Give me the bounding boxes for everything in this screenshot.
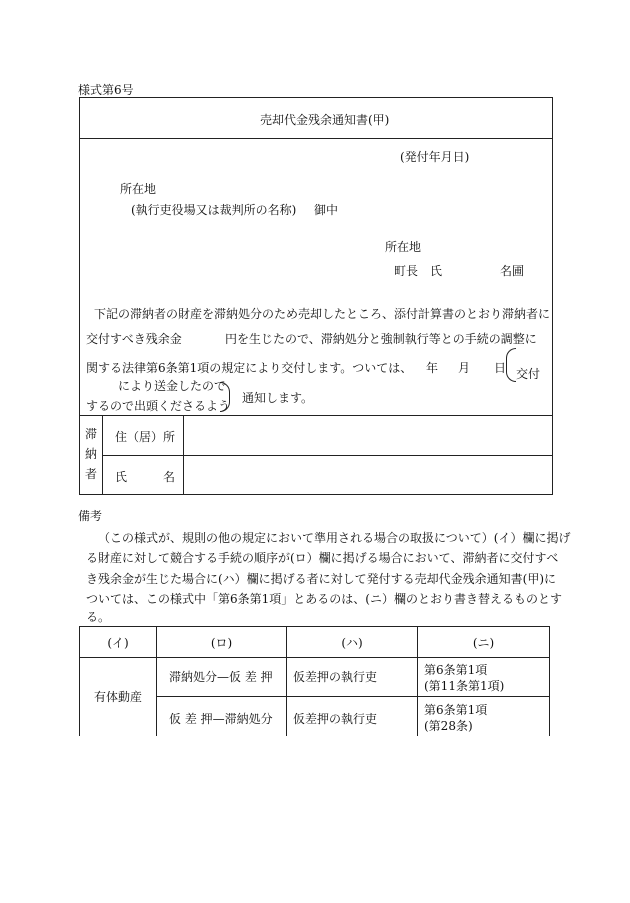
row-2-recipient: 仮差押の執行吏 (293, 712, 378, 726)
date-month: 月 (458, 361, 471, 375)
option-left-bracket (506, 348, 516, 382)
title-divider (79, 138, 553, 139)
addressee-honorific: 御中 (314, 203, 339, 217)
option-appear: するので出頭くださるよう (86, 399, 231, 413)
header-i: (イ) (107, 636, 129, 650)
delinquent-field-divider (183, 415, 184, 495)
row-2-replace-1: 第6条第1項 (424, 703, 488, 717)
body-line-2a: 交付すべき残余金 (86, 332, 182, 346)
address-label: 住（居）所 (115, 430, 176, 444)
option-deliver: 交付 (516, 367, 541, 381)
body-line-3a: 関する法律第6条第1項の規定により交付します。ついては、 (86, 361, 413, 375)
date-day: 日 (494, 361, 507, 375)
remarks-line-4: ついては、この様式中「第6条第1項」とあるのは、(ニ）欄のとおり書き替えるものとす (86, 592, 562, 606)
form-title: 売却代金残余通知書(甲) (260, 113, 390, 127)
sender-seal: 名圃 (500, 264, 525, 278)
closing-text: 通知します。 (242, 391, 314, 405)
name-label: 氏 名 (115, 470, 176, 484)
delinquent-divider (79, 415, 553, 416)
delinquent-label: 滞納者 (84, 427, 97, 481)
sender-name-suffix: 氏 (430, 264, 443, 278)
addressee-name: (執行吏役場又は裁判所の名称) (131, 203, 297, 217)
header-ha: (ハ) (341, 636, 363, 650)
remarks-heading: 備考 (78, 509, 103, 523)
remarks-line-5: る。 (86, 610, 111, 624)
row-1-replace-2: (第11条第1項) (424, 679, 505, 693)
row-1-replace-1: 第6条第1項 (424, 663, 488, 677)
body-line-1: 下記の滞納者の財産を滞納処分のため売却したところ、添付計算書のとおり滞納者に (94, 307, 551, 321)
row-1-recipient: 仮差押の執行吏 (293, 670, 378, 684)
delinquent-row-divider (102, 455, 553, 456)
row-2-replace-2: (第28条) (424, 719, 473, 733)
sender-title: 町長 (394, 264, 419, 278)
addressee-location: 所在地 (120, 182, 157, 196)
body-line-2b: 円を生じたので、滞納処分と強制執行等との手続の調整に (225, 332, 537, 346)
sender-location: 所在地 (385, 240, 422, 254)
remarks-line-2: る財産に対して競合する手続の順序が(ロ）欄に掲げる場合において、滞納者に交付すべ (86, 551, 559, 565)
remarks-line-3: き残余金が生じた場合に(ハ）欄に掲げる者に対して発付する売却代金残余通知書(甲)に (86, 572, 557, 586)
row-1-order: 滞納処分—仮 差 押 (169, 670, 273, 684)
header-ni: (ニ) (472, 636, 495, 650)
form-number: 様式第6号 (78, 83, 134, 97)
group-label: 有体動産 (93, 690, 142, 704)
delinquent-label-divider (102, 415, 103, 495)
issue-date: (発付年月日) (400, 150, 470, 164)
date-year: 年 (426, 361, 439, 375)
option-remit: により送金したので (118, 379, 227, 393)
header-ro: (ロ) (210, 636, 233, 650)
remarks-line-1: （この様式が、規則の他の規定において準用される場合の取扱について）(イ）欄に掲げ (98, 531, 571, 545)
row-2-order: 仮 差 押—滞納処分 (169, 712, 273, 726)
